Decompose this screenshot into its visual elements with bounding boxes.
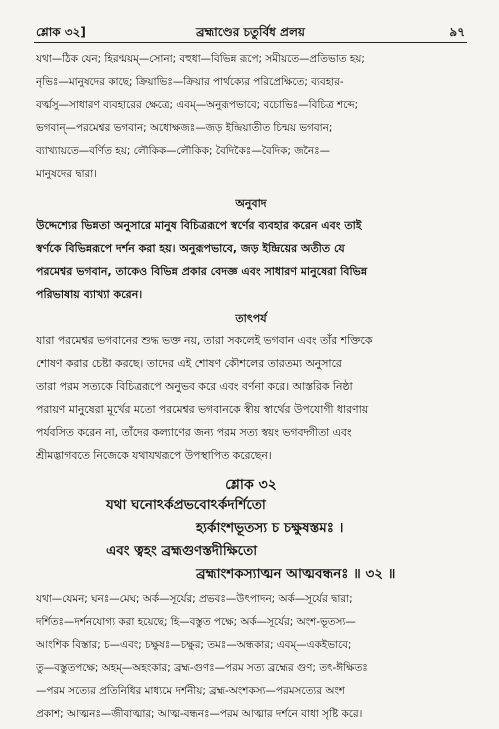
synonym-line: তু—বস্তুতপক্ষে; অহম্—অহংকার; ব্রহ্ম-গুণঃ—পরম সত্য ব্রহ্মের গুণ; তৎ-ঈক্ষিতঃ: [36, 662, 368, 674]
synonym-line: যথা—যেমন; ঘনঃ—মেঘ; অর্ক—সূর্যের; প্রভবঃ—উৎপাদন; অর্ক—সূর্যের দ্বারা;: [36, 593, 353, 605]
synonym-line: —পরম সত্যের প্রতিনিধির মাধ্যমে দর্শনীয়; ব্রহ্ম-অংশকস্য—পরমসত্যের অংশ: [36, 685, 345, 697]
synonym-line: নৃভিঃ—মানুষদের কাছে; ক্রিয়াভিঃ—ক্রিয়ার পার্থক্যের পরিপ্রেক্ষিতে; ব্যবহার-: [36, 76, 344, 88]
purport-line: পর্যবসিত করেন না, তাঁদের কল্যাণের জন্য পরম সত্য স্বয়ং ভগবদ্গীতা এবং: [36, 426, 352, 439]
synonym-line: আংশিক বিস্তার; চ—এবং; চক্ষুষঃ—চক্ষুর; তমঃ—অন্ধকার; এবম্—একইভাবে;: [36, 639, 352, 651]
translation-heading: অনুবাদ: [235, 197, 267, 210]
purport-heading: তাৎপর্য: [235, 312, 267, 325]
synonym-line: ব্যাখ্যায়তে—বর্ণিত হয়; লৌকিক—লৌকিক; বৈদিকৈঃ—বৈদিক; জনৈঃ—: [36, 145, 331, 157]
purport-line: পরায়ণ মানুষেরা মূর্খের মতো পরমেশ্বর ভগবানকে স্বীয় স্বার্থের উপযোগী ধারণায়: [36, 403, 369, 416]
purport-line: শোষণ করার চেষ্টা করছে। তাদের এই শোষণ কৌশলের তারতম্য অনুসারে: [36, 357, 342, 370]
verse-line: এবং ত্বহং ব্রহ্মগুণস্তদীক্ষিতো: [106, 543, 258, 559]
translation-line: উদ্দেশ্যের ভিন্নতা অনুসারে মানুষ বিচিত্ররূপে স্বর্ণের ব্যবহার করেন এবং তাই: [36, 219, 362, 232]
purport-line: তারা পরম সত্যকে বিচিত্ররূপে অনুভব করে এবং বর্ণনা করে। আস্তরিক নিষ্ঠা: [36, 380, 353, 393]
synonym-line: যথা—ঠিক যেন; হিরণ্ময়ম্—সোনা; বহুধা—বিভিন্ন রূপে; সমীয়তে—প্রতিভাত হয়;: [36, 53, 365, 65]
page-number: ৯৭: [449, 25, 465, 39]
verse-heading: শ্লোক ৩২: [225, 477, 277, 493]
translation-line: স্বর্ণকে বিভিন্নরূপে দর্শন করা হয়। অনুরূপভাবে, জড় ইন্দ্রিয়ের অতীত যে: [36, 242, 345, 255]
verse-line: যথা ঘনোঽর্কপ্রভবোঽর্কদর্শিতো: [106, 497, 266, 513]
synonym-line: প্রকাশ; আত্মনঃ—জীবাত্মার; আত্ম-বন্ধনঃ—পরম আত্মার দর্শনে বাধা সৃষ্টি করে।: [36, 708, 363, 720]
purport-line: শ্রীমদ্ভাগবতে নিজেকে যথাযথরূপে উপস্থাপিত করেছেন।: [36, 449, 272, 462]
header-chapter-title: ব্রহ্মাণ্ডের চতুর্বিধ প্রলয়: [195, 25, 305, 39]
purport: [36, 329, 466, 467]
verse-line: ব্রহ্মাংশকস্যাত্মন আত্মবন্ধনঃ ॥ ৩২ ॥: [196, 566, 396, 582]
translation-line: পরিভাষায় ব্যাখ্যা করেন।: [36, 288, 143, 301]
synonyms-bottom: [36, 588, 466, 726]
verse-line: হ্যর্কাংশভূতস্য চ চক্ষুষস্তমঃ ।: [196, 520, 344, 536]
synonym-line: ভগবান্—পরমেশ্বর ভগবান; অধোক্ষজঃ—জড় ইন্দ্রিয়াতীত চিন্ময় ভগবান;: [36, 122, 333, 134]
header-verse-ref: শ্লোক ৩২]: [36, 25, 86, 39]
purport-line: যারা পরমেশ্বর ভগবানের শুদ্ধ ভক্ত নয়, তারা সকলেই ভগবান এবং তাঁর শক্তিকে: [36, 334, 373, 347]
synonym-line: বর্ত্মসু—সাধারণ ব্যবহারের ক্ষেত্রে; এবম্—অনুরূপভাবে; বচোভিঃ—বিচিত্র শব্দে;: [36, 99, 359, 111]
synonym-line: দর্শিতঃ—দর্শনযোগ্য করা হয়েছে; হি—বস্তুত পক্ষে; অর্ক—সূর্যের; অংশ-ভূতস্য—: [36, 616, 356, 628]
header-rule: [34, 42, 467, 43]
synonym-line: মানুষদের দ্বারা।: [36, 168, 97, 180]
translation-line: পরমেশ্বর ভগবান, তাকেও বিভিন্ন প্রকার বেদজ্ঞ এবং সাধারণ মানুষেরা বিভিন্ন: [36, 265, 368, 278]
synonyms-top: [36, 48, 466, 186]
translation: [36, 214, 466, 306]
